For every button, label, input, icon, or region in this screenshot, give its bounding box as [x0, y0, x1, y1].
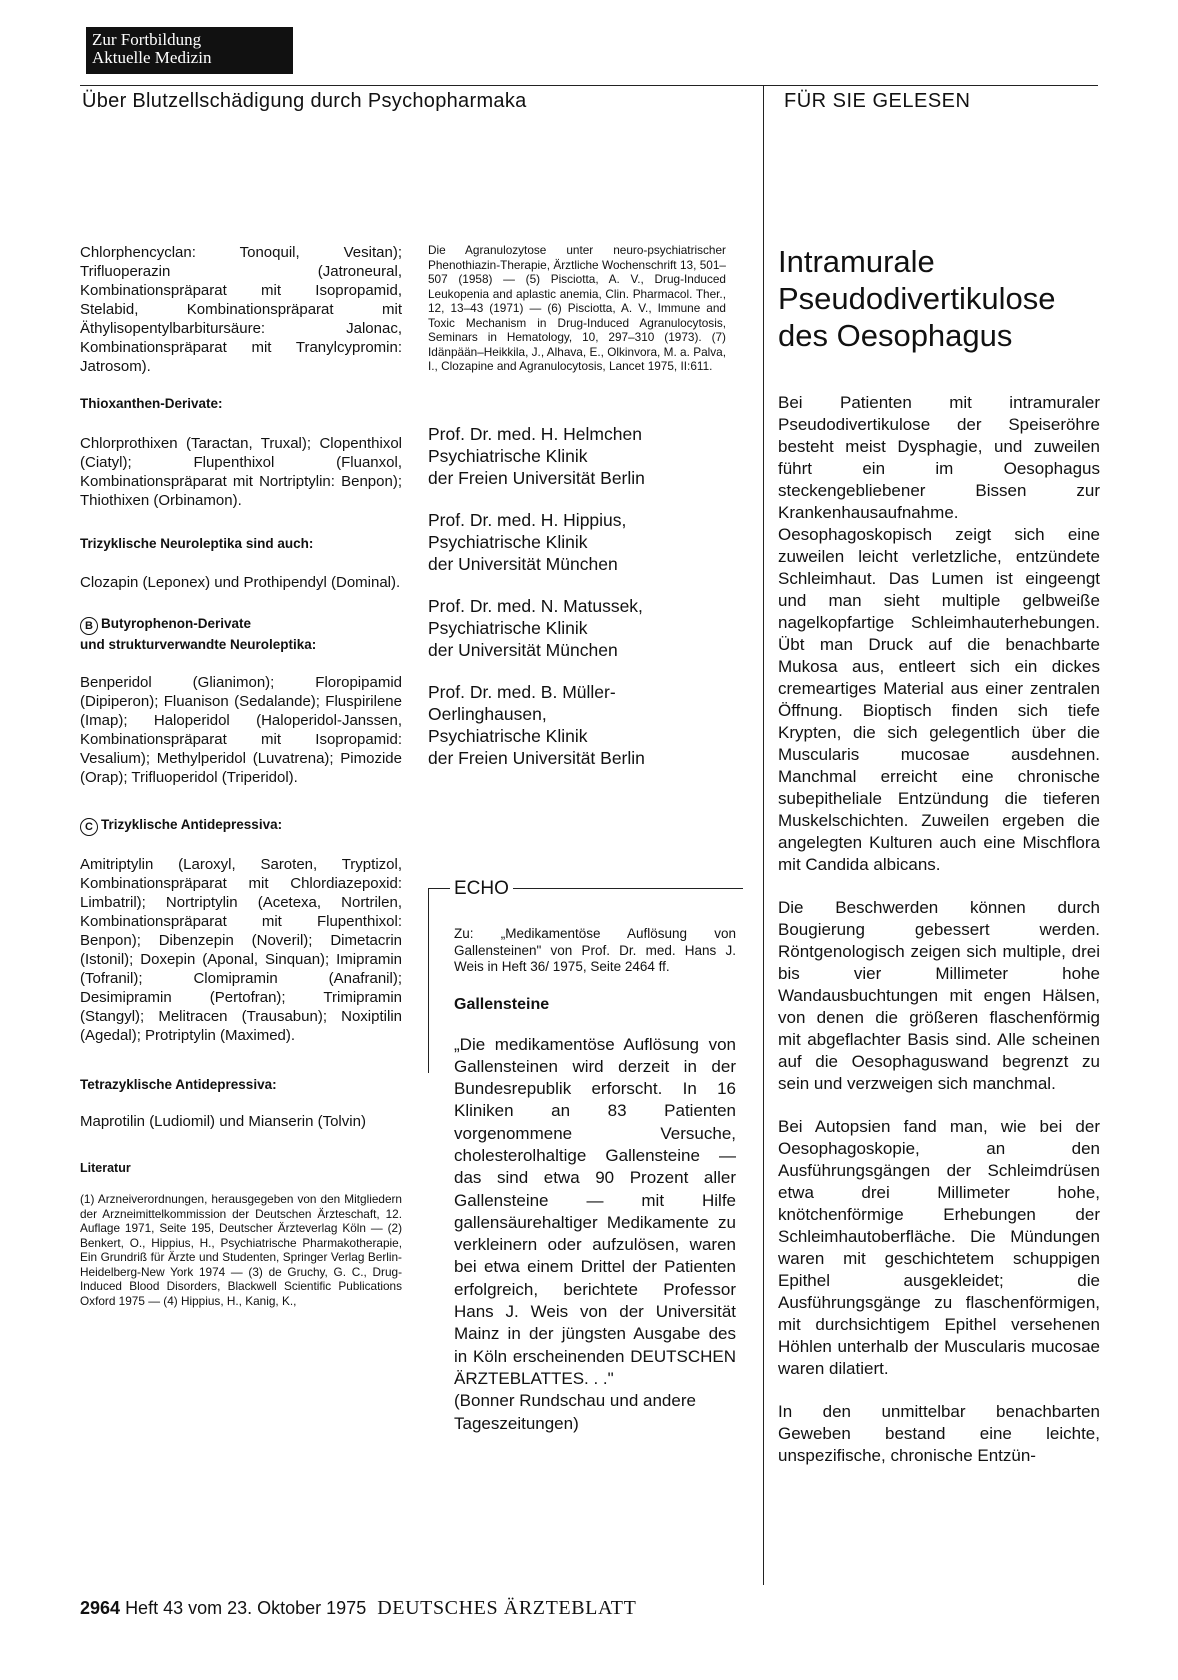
author-name: Prof. Dr. med. N. Matussek,	[428, 595, 643, 616]
antidepressiva-heading-label: Trizyklische Antidepressiva:	[101, 817, 283, 832]
author-block-3	[428, 595, 726, 661]
circled-letter-c: C	[80, 818, 98, 836]
thioxanthen-text: Chlorprothixen (Taractan, Truxal); Clopenthixol (Ciatyl); Flupenthixol (Fluanxol, Kombinationspräparat mit Nortriptylin: Benpon); Thiothixen (Orbinamon).	[80, 435, 402, 509]
page-number: 2964	[80, 1598, 121, 1618]
echo-intro: Zu: „Medikamentöse Auflösung von Gallensteinen" von Prof. Dr. med. Hans J. Weis in Heft 36/ 1975, Seite 2464 ff.	[454, 926, 736, 974]
echo-label: ECHO	[450, 878, 513, 900]
author-block-4	[428, 681, 726, 769]
author-name: Prof. Dr. med. B. Müller-	[428, 681, 616, 702]
author-university: der Universität München	[428, 553, 618, 574]
author-university: der Universität München	[428, 639, 618, 660]
article-title-line2: Pseudodivertikulose	[778, 281, 1056, 316]
echo-box	[428, 878, 746, 1433]
magazine-name: DEUTSCHES ÄRZTEBLATT	[377, 1597, 637, 1619]
butyrophenon-text: Benperidol (Glianimon); Floropipamid (Dipiperon); Fluanison (Sedalande); Fluspirilene (Imap); Haloperidol (Haloperidol-Janssen, Kombinationspräparat mit Isopropamid: Vesalium); Methylperidol (Luvatrena); Pimozide (Orap); Trifluoperidol (Triperidol).	[80, 674, 402, 786]
echo-content	[454, 926, 736, 1435]
column-middle	[428, 243, 726, 769]
author-name: Prof. Dr. med. H. Helmchen	[428, 423, 642, 444]
article-paragraph-1: Bei Patienten mit intramuraler Pseudodivertikulose der Speiseröhre besteht meist Dysphagie, und zuweilen führt ein im Oesophagus steckengebliebener Bissen zur Krankenhausaufnahme. Oesophagoskopisch zeigt sich eine zuweilen leicht verletzliche, entzündete Schleimhaut. Das Lumen ist eingeengt und man sieht multiple gelbweiße nagelkopfartige Schleimhauterhebungen. Übt man Druck auf die benachbarte Mukosa aus, entleert sich ein dickes cremeartiges Material aus einer zentralen Öffnung. Bioptisch finden sich tiefe Krypten, die sich gelegentlich über die Muscularis mucosae ausdehnen. Manchmal erreicht eine chronische subepitheliale Entzündung die tieferen Muskelschichten. Zuweilen ergeben die angelegten Kulturen auch eine Mischflora mit Candida albicans.	[778, 393, 1100, 874]
badge-line-1: Zur Fortbildung	[92, 30, 202, 49]
article-paragraph-2: Die Beschwerden können durch Bougierung gebessert werden. Röntgenologisch zeigen sich multiple, drei bis vier Millimeter hohe Wandausbuchtungen mit engen Hälsen, von denen die größeren flaschenförmig mit abgeflachter Basis sind. Alle scheinen auf die Oesophaguswand begrenzt zu sein und verzweigen sich manchmal.	[778, 898, 1100, 1093]
echo-heading: Gallensteine	[454, 995, 550, 1013]
header-rule	[80, 85, 1098, 86]
issue-info: Heft 43 vom 23. Oktober 1975	[125, 1598, 367, 1618]
intro-text: Chlorphencyclan: Tonoquil, Vesitan); Trifluoperazin (Jatroneural, Kombinationspräparat mit Isopropamid, Stelabid, Kombinationspräparat mit Äthylisopentylbarbitursäure: Jalonac, Kombinationspräparat mit Tranylcypromin: Jatrosom).	[80, 244, 402, 375]
antidepressiva-heading	[80, 815, 402, 836]
column-left	[80, 243, 402, 1308]
thioxanthen-heading: Thioxanthen-Derivate:	[80, 396, 223, 411]
trizyklische-neuroleptika-heading: Trizyklische Neuroleptika sind auch:	[80, 536, 314, 551]
page-footer	[80, 1597, 636, 1620]
article-paragraph-4: In den unmittelbar benachbarten Geweben bestand eine leichte, unspezifische, chronische Entzün-	[778, 1402, 1100, 1465]
antidepressiva-text: Amitriptylin (Laroxyl, Saroten, Tryptizol, Kombinationspräparat mit Chlordiazepoxid: Limbatril); Nortriptylin (Acetexa, Nortrilen, Kombinationspräparat mit Flupenthixol: Benpon); Dibenzepin (Noveril); Dimetacrin (Istonil); Doxepin (Aponal, Sinquan); Imipramin (Tofranil); Clomipramin (Anafranil); Desimipramin (Pertofran); Trimipramin (Stangyl); Melitracen (Trausabun); Noxiptilin (Agedal); Protriptylin (Maximed).	[80, 856, 402, 1044]
running-title: Über Blutzellschädigung durch Psychopharmaka	[82, 90, 527, 112]
tetrazyklische-text: Maprotilin (Ludiomil) und Mianserin (Tolvin)	[80, 1113, 366, 1130]
references-continued: Die Agranulozytose unter neuro-psychiatrischer Phenothiazin-Therapie, Ärztliche Wochenschrift 13, 501–507 (1958) — (5) Pisciotta, A. V., Drug-Induced Leukopenia and aplastic anemia, Clin. Pharmacol. Ther., 12, 13–43 (1971) — (6) Pisciotta, A. V., Immune and Toxic Mechanism in Drug-Induced Agranulocytosis, Seminars in Hematology, 10, 297–310 (1973). (7) Idänpään–Heikkila, J., Alhava, E., Olkinvora, M. a. Palva, I., Clozapine and Agranulocytosis, Lancet 1975, II:611.	[428, 243, 726, 373]
article-title-line3: des Oesophagus	[778, 318, 1013, 353]
echo-quote: „Die medikamentöse Auflösung von Gallensteinen wird derzeit in der Bundesrepublik erforscht. In 16 Kliniken an 83 Patienten vorgenommene Versuche, cholesterolhaltige Gallensteine — das sind etwa 90 Prozent aller Gallensteine — mit Hilfe gallensäurehaltiger Medikamente zu verkleinern oder aufzulösen, waren bei etwa einem Drittel der Patienten erfolgreich, berichtete Professor Hans J. Weis von der Universität Mainz in der jüngsten Ausgabe des in Köln erscheinenden DEUTSCHEN ÄRZTEBLATTES. . ."	[454, 1034, 736, 1388]
author-clinic: Psychiatrische Klinik	[428, 617, 588, 638]
trizyklische-neuroleptika-text: Clozapin (Leponex) und Prothipendyl (Dominal).	[80, 574, 401, 591]
butyrophenon-heading-line2: und strukturverwandte Neuroleptika:	[80, 637, 317, 652]
tetrazyklische-heading: Tetrazyklische Antidepressiva:	[80, 1077, 277, 1092]
butyrophenon-heading-line1: Butyrophenon-Derivate	[101, 616, 252, 631]
author-clinic: Psychiatrische Klinik	[428, 445, 588, 466]
column-divider	[763, 85, 764, 1585]
author-university: der Freien Universität Berlin	[428, 467, 645, 488]
article-paragraph-3: Bei Autopsien fand man, wie bei der Oesophagoskopie, an den Ausführungsgängen der Schleimdrüsen etwa drei Millimeter hohe, knötchenförmige Erhebungen der Schleimhautoberfläche. Die Mündungen waren mit geschichtetem schuppigen Epithel ausgekleidet; die Ausführungsgänge zu flaschenförmigen, mit durchsichtigem Epithel versehenen Höhlen unterhalb der Muscularis mucosae waren dilatiert.	[778, 1117, 1100, 1378]
butyrophenon-heading	[80, 614, 402, 654]
author-block-1	[428, 423, 726, 489]
author-clinic: Psychiatrische Klinik	[428, 531, 588, 552]
column-right	[778, 243, 1100, 1467]
article-title-line1: Intramurale	[778, 244, 935, 279]
author-block-2	[428, 509, 726, 575]
literatur-heading: Literatur	[80, 1161, 131, 1175]
badge-line-2: Aktuelle Medizin	[92, 48, 212, 67]
section-title: FÜR SIE GELESEN	[784, 90, 971, 112]
literatur-text: (1) Arzneiverordnungen, herausgegeben von den Mitgliedern der Arzneimittelkommission der Deutschen Ärzteschaft, 12. Auflage 1971, Seite 195, Deutscher Ärzteverlag Köln — (2) Benkert, O., Hippius, H., Psychiatrische Pharmakotherapie, Ein Grundriß für Ärzte und Studenten, Springer Verlag Berlin-Heidelberg-New York 1974 — (3) de Gruchy, G. C., Drug-Induced Blood Disorders, Blackwell Scientific Publications Oxford 1975 — (4) Hippius, H., Kanig, K.,	[80, 1192, 402, 1308]
echo-source: (Bonner Rundschau und andere Tageszeitungen)	[454, 1391, 696, 1433]
circled-letter-b: B	[80, 617, 98, 635]
author-name-cont: Oerlinghausen,	[428, 703, 547, 724]
author-clinic: Psychiatrische Klinik	[428, 725, 588, 746]
author-name: Prof. Dr. med. H. Hippius,	[428, 509, 627, 530]
author-university: der Freien Universität Berlin	[428, 747, 645, 768]
section-badge	[86, 27, 293, 74]
echo-left-rule	[428, 888, 429, 1073]
